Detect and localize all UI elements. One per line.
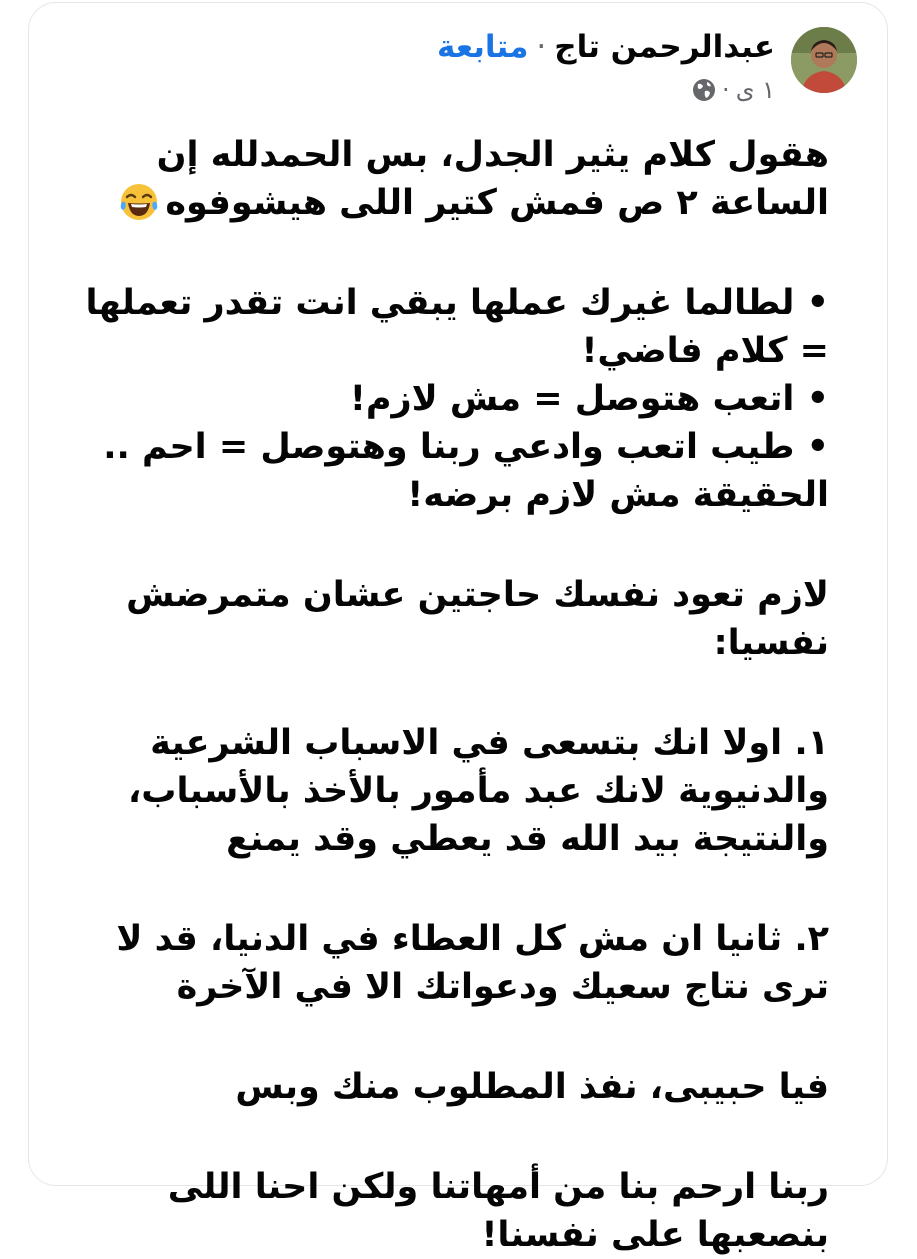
separator-dot: ·	[536, 29, 547, 65]
post-paragraph-2: • لطالما غيرك عملها يبقي انت تقدر تعملها = كلام فاضي! • اتعب هتوصل = مش لازم! • طيب اتعب وادعي ربنا وهتوصل = احم .. الحقيقة مش لازم برضه!	[85, 283, 829, 515]
post-paragraph-5: ٢. ثانيا ان مش كل العطاء في الدنيا، قد لا ترى نتاج سعيك ودعواتك الا في الآخرة	[104, 919, 829, 1007]
avatar-photo-icon	[791, 27, 857, 93]
post-paragraph-1: هقول كلام يثير الجدل، بس الحمدلله إن الساعة ٢ ص فمش كتير اللى هيشوفوه	[49, 131, 829, 227]
laughing-tears-emoji-icon	[119, 182, 159, 222]
post-text	[49, 131, 829, 1259]
post-card	[28, 2, 888, 1255]
post-paragraph-7: ربنا ارحم بنا من أمهاتنا ولكن احنا اللى بنصعبها على نفسنا!	[155, 1167, 829, 1255]
post-paragraph-6: فيا حبيبى، نفذ المطلوب منك وبس	[235, 1067, 829, 1107]
follow-button[interactable]: متابعة	[436, 29, 529, 65]
meta-separator: ·	[722, 76, 730, 104]
post-header	[257, 23, 857, 113]
globe-icon	[692, 78, 716, 102]
post-paragraph-3: لازم تعود نفسك حاجتين عشان متمرضش نفسيا:	[113, 575, 829, 663]
post-paragraph-4: ١. اولا انك بتسعى في الاسباب الشرعية والدنيوية لانك عبد مأمور بالأخذ بالأسباب، والنتيجة بيد الله قد يعطي وقد يمنع	[115, 723, 829, 859]
post-meta	[692, 75, 775, 105]
author-line	[437, 25, 775, 69]
post-timestamp[interactable]: ١ ى	[735, 76, 775, 104]
author-name[interactable]: عبدالرحمن تاج	[554, 29, 775, 65]
avatar[interactable]	[791, 27, 857, 93]
